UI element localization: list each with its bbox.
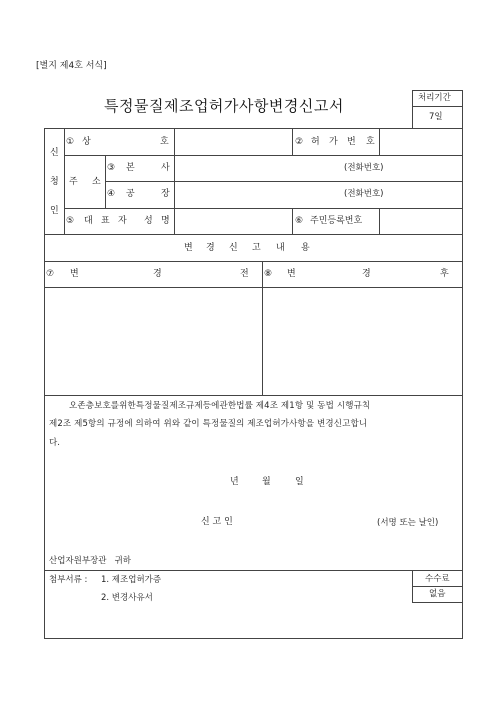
permit-number-field[interactable] (380, 129, 461, 154)
after-change-field[interactable] (263, 288, 461, 395)
signature-note: (서명 또는 날인) (377, 518, 439, 528)
attachment-item-2: 2. 변경사유서 (101, 593, 153, 603)
trade-name-field[interactable] (175, 129, 291, 154)
form-title: 특정물질제조업허가사항변경신고서 (104, 97, 344, 115)
processing-period-value: 7일 (429, 112, 443, 122)
reporter-label: 신 고 인 (201, 517, 233, 527)
statement-line-2: 제2조 제5항의 규정에 의하여 위와 같이 특정물질의 제조업허가사항을 변경신고합니 (49, 419, 368, 429)
resident-number-field[interactable] (380, 209, 461, 233)
processing-period-label: 처리기간 (418, 93, 451, 103)
factory-phone-label: (전화번호) (344, 189, 384, 199)
statement-line-1: 오존층보호를위한특정물질제조규제등에관한법률 제4조 제1항 및 동법 시행규칙 (69, 401, 371, 411)
fee-label: 수수료 (425, 574, 450, 584)
head-office-phone-label: (전화번호) (344, 163, 384, 173)
fee-value: 없음 (429, 589, 446, 599)
attachments-label: 첨부서류 : (49, 575, 88, 585)
recipient-line: 산업자원부장관 귀하 (49, 556, 132, 566)
form-number-tag: [별지 제4호 서식] (36, 61, 107, 71)
representative-field[interactable] (175, 209, 291, 233)
factory-field[interactable] (175, 182, 461, 207)
attachment-item-1: 1. 제조업허가증 (101, 575, 162, 585)
statement-line-3: 다. (49, 438, 60, 448)
head-office-field[interactable] (175, 156, 461, 180)
before-change-field[interactable] (45, 288, 261, 395)
reporter-name-field[interactable] (250, 512, 360, 530)
